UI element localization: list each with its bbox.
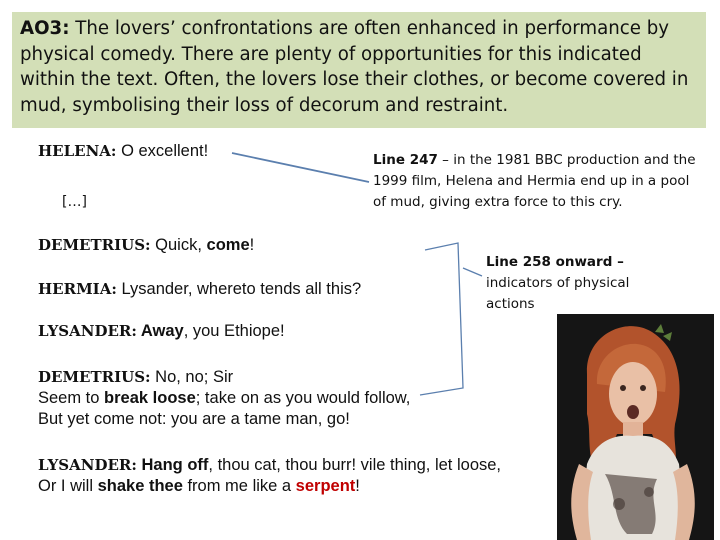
speaker-lysander-2: LYSANDER: xyxy=(38,456,137,474)
lysander2-line2-c: from me like a xyxy=(182,477,296,495)
demetrius-text-c: ! xyxy=(249,236,255,254)
note-247-label: Line 247 xyxy=(373,152,438,168)
demetrius2-line2-bold: break loose xyxy=(104,389,196,407)
demetrius-text-bold: come xyxy=(206,236,250,254)
note-258-text: indicators of physical actions xyxy=(486,275,630,312)
helena-text: O excellent! xyxy=(116,142,209,160)
lysander2-line2-a: Or I will xyxy=(38,477,98,495)
helena-arrow-line xyxy=(232,153,369,182)
lysander-text-bold: Away xyxy=(136,322,184,340)
speaker-hermia: HERMIA: xyxy=(38,280,117,298)
hermia-text: Lysander, whereto tends all this? xyxy=(116,280,362,298)
demetrius-text-a: Quick, xyxy=(150,236,207,254)
lysander-text: , you Ethiope! xyxy=(183,322,285,340)
demetrius2-line3: But yet come not: you are a tame man, go! xyxy=(38,410,350,428)
lysander2-text-bold: Hang off xyxy=(136,456,209,474)
demetrius2-text: No, no; Sir xyxy=(150,368,234,386)
serpent-word: serpent xyxy=(295,477,356,495)
demetrius2-line2-a: Seem to xyxy=(38,389,105,407)
actress-photo xyxy=(557,314,714,540)
note-258-label: Line 258 onward – xyxy=(486,254,624,270)
speaker-demetrius-2: DEMETRIUS: xyxy=(38,368,151,386)
ao3-text: The lovers’ confrontations are often enhanced in performance by physical comedy. There are plenty of opportunities for this indicated within the text. Often, the lovers lose their clothes, or become covered in mud, symbolising their loss of decorum and restraint. xyxy=(20,18,689,116)
actress-illustration xyxy=(557,314,714,540)
note-247-text: – in the 1981 BBC production and the 1999 film, Helena and Hermia end up in a pool of mud, giving extra force to this cry. xyxy=(373,152,696,210)
speaker-lysander: LYSANDER: xyxy=(38,322,137,340)
bracket-line xyxy=(420,243,463,395)
speaker-helena: HELENA: xyxy=(38,142,117,160)
demetrius2-line2-c: ; take on as you would follow, xyxy=(195,389,411,407)
speaker-demetrius: DEMETRIUS: xyxy=(38,236,151,254)
ellipsis: […] xyxy=(62,194,87,210)
bracket-pointer xyxy=(463,268,482,276)
ao3-label: AO3: xyxy=(20,18,70,39)
lysander2-text: , thou cat, thou burr! vile thing, let loose, xyxy=(208,456,502,474)
lysander2-line2-bold: shake thee xyxy=(97,477,183,495)
lysander2-line2-e: ! xyxy=(355,477,360,495)
